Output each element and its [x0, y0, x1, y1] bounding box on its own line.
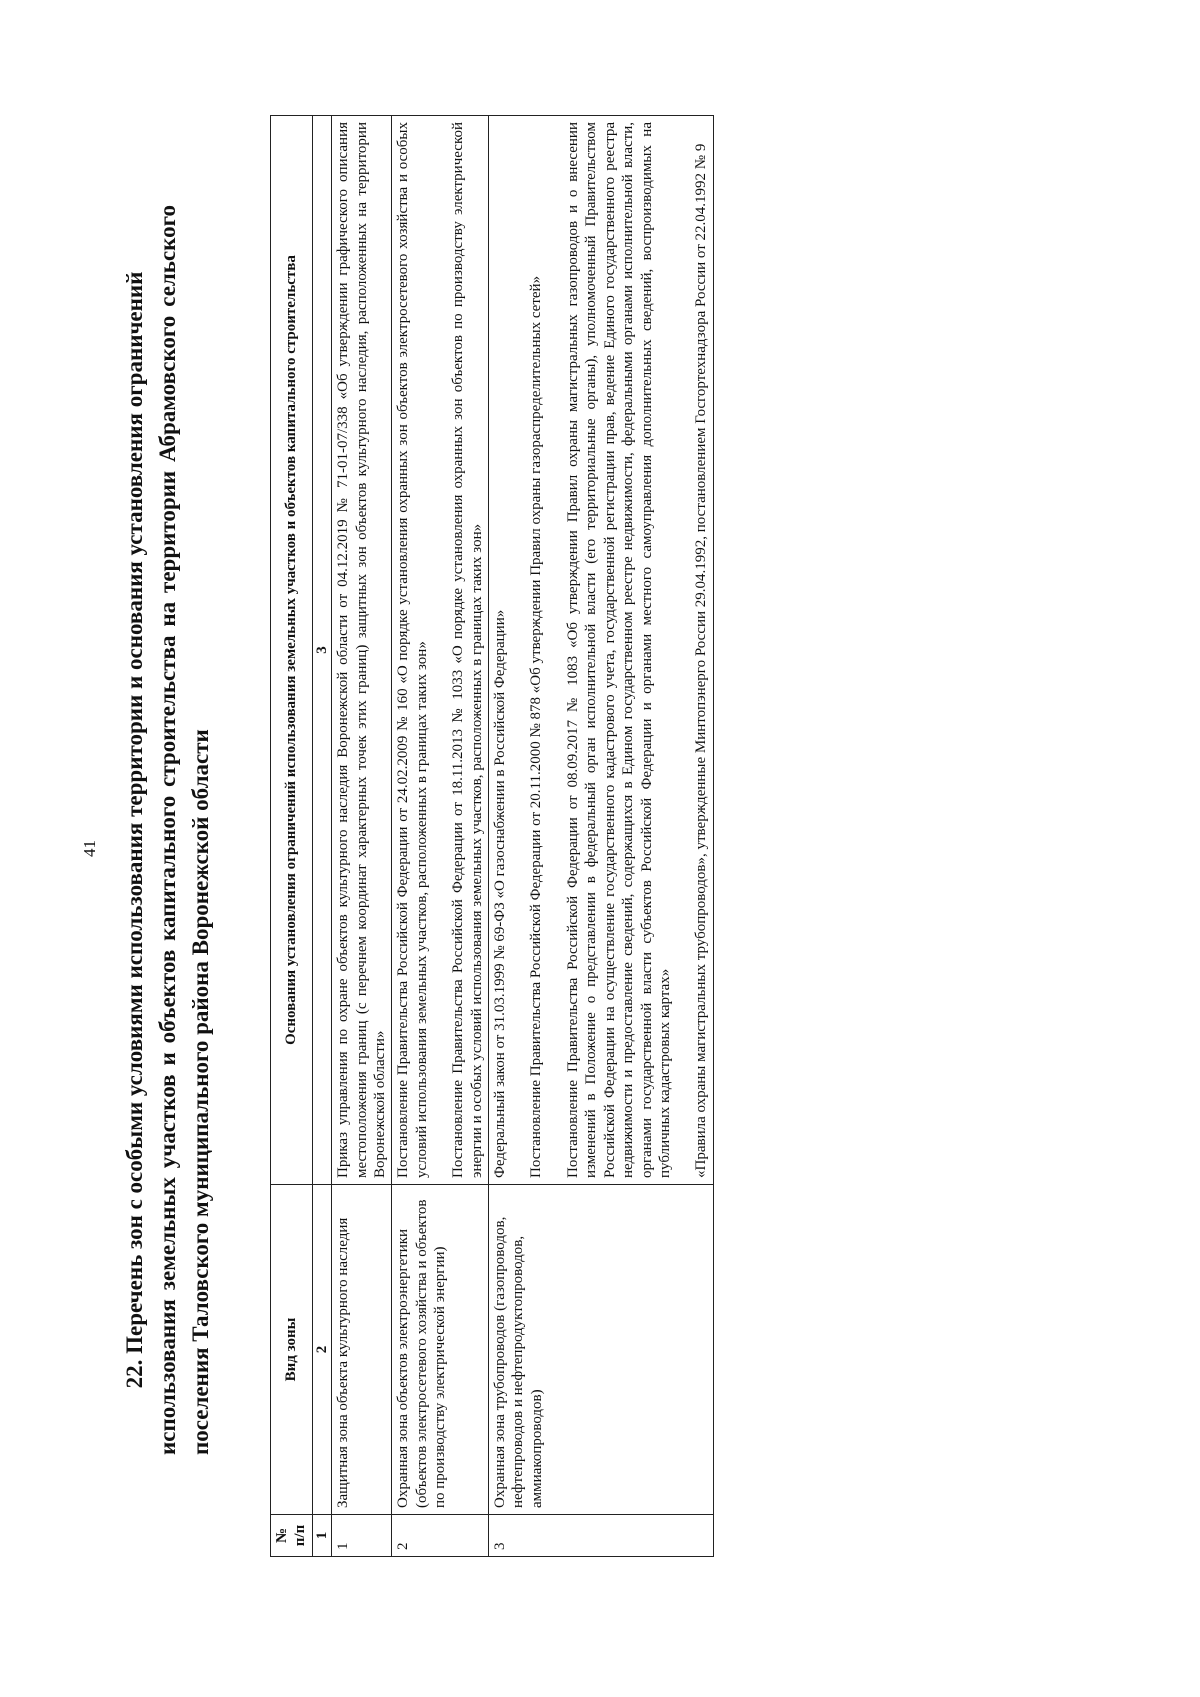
row-num: 3	[489, 1515, 714, 1557]
header-num: № п/п	[271, 1515, 313, 1557]
header-kind: Вид зоны	[271, 1185, 313, 1515]
column-number: 2	[312, 1185, 331, 1515]
row-num: 2	[392, 1515, 489, 1557]
section-title-rest: использования земельных участков и объектов капитального строительства на территории Абрамовского сельского поселения Таловского муниципального района Воронежской области	[155, 205, 213, 1455]
column-number: 3	[312, 116, 331, 1185]
basis-paragraph: Приказ управления по охране объектов культурного наследия Воронежской области от 04.12.2019 № 71-01-07/338 «Об утверждении графического описания местоположения границ (с перечнем координат характерных точек этих границ) защитных зон объектов культурного наследия, расположенных на территории Воронежской области»	[335, 122, 389, 1178]
basis-paragraph: «Правила охраны магистральных трубопроводов», утвержденные Минтопэнерго России 29.04.1992, постановлением Госгортехнадзора России от 22.04.1992 № 9	[693, 143, 710, 1178]
basis-paragraph: Постановление Правительства Российской Федерации от 08.09.2017 № 1083 «Об утверждении Правил охраны магистральных газопроводов и о внесении изменений в Положение о представлении в федеральный орган исполнительной власти (его территориальные органы), уполномоченный Правительством Российской Федерации на осуществление государственного кадастрового учета, государственной регистрации прав, ведение Единого государственного реестра недвижимости и предоставление сведений, содержащихся в Едином государственном реестре недвижимости, федеральными органами исполнительной власти, органами государственной власти субъектов Российской Федерации и органами местного самоуправления дополнительных сведений, воспроизводимых на публичных кадастровых картах»	[564, 122, 673, 1178]
page-number: 41	[80, 840, 99, 857]
row-num: 1	[332, 1515, 392, 1557]
basis-paragraph: Федеральный закон от 31.03.1999 № 69-ФЗ «О газоснабжении в Российской Федерации»	[492, 609, 509, 1178]
table-row	[489, 116, 714, 1557]
column-number: 1	[312, 1515, 331, 1557]
section-title	[118, 205, 217, 1455]
header-basis: Основания установления ограничений использования земельных участков и объектов капитального строительства	[271, 116, 313, 1185]
row-kind: Охранная зона трубопроводов (газопроводов, нефтепроводов и нефтепродуктопроводов, аммиакопроводов)	[489, 1185, 714, 1515]
zones-table	[270, 115, 714, 1557]
section-title-line1: 22. Перечень зон с особыми условиями использования территории и основания установления ограничений	[122, 271, 147, 1389]
row-basis	[489, 116, 714, 1185]
basis-paragraph: Постановление Правительства Российской Федерации от 20.11.2000 № 878 «Об утверждении Правил охраны газораспределительных сетей»	[528, 275, 545, 1178]
basis-paragraph: Постановление Правительства Российской Федерации от 18.11.2013 № 1033 «О порядке установления охранных зон объектов по производству электрической энергии и особых условий использования земельных участков, расположенных в границах таких зон»	[450, 122, 485, 1178]
row-basis	[332, 116, 392, 1185]
row-basis	[392, 116, 489, 1185]
row-kind: Охранная зона объектов электроэнергетики (объектов электросетевого хозяйства и объектов по производству электрической энергии)	[392, 1185, 489, 1515]
column-numbers-row	[312, 116, 331, 1557]
table-header-row	[271, 116, 313, 1557]
table-row	[332, 116, 392, 1557]
row-kind: Защитная зона объекта культурного наследия	[332, 1185, 392, 1515]
table-row	[392, 116, 489, 1557]
basis-paragraph: Постановление Правительства Российской Федерации от 24.02.2009 № 160 «О порядке установления охранных зон объектов электросетевого хозяйства и особых условий использования земельных участков, расположенных в границах таких зон»	[395, 122, 430, 1178]
